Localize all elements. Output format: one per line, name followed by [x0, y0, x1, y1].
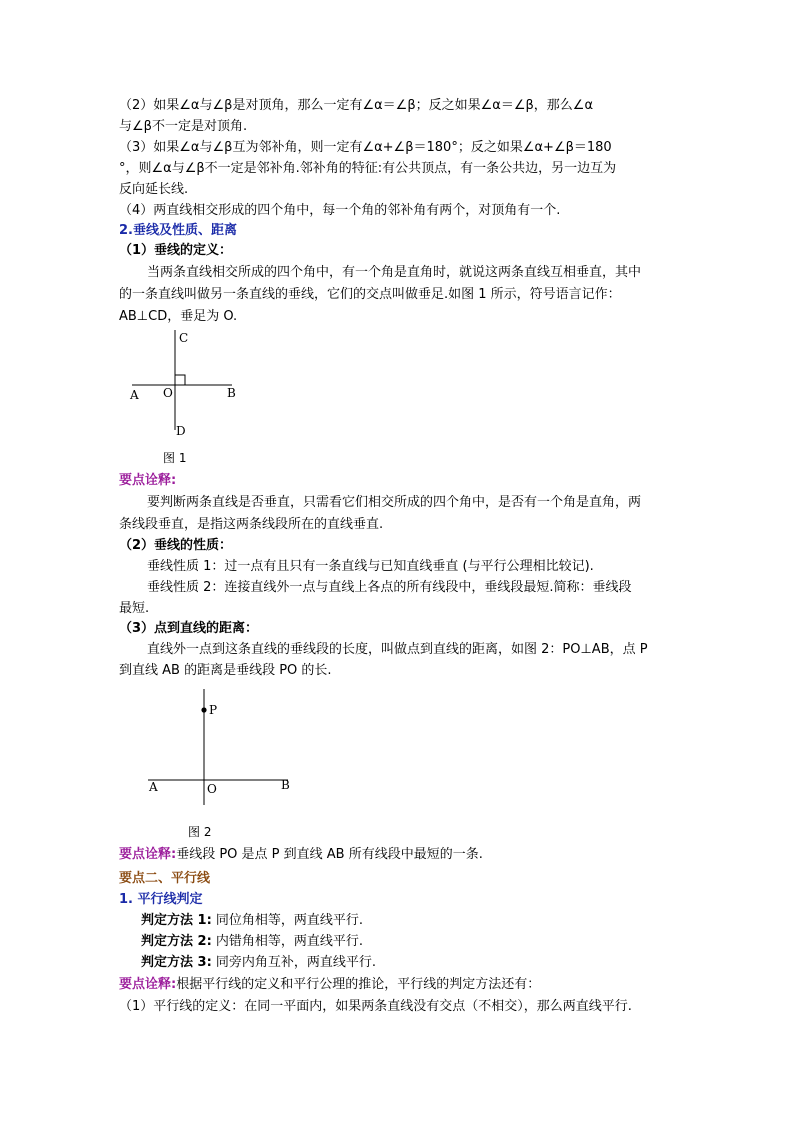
- paragraph-line: （2）如果∠α与∠β是对顶角，那么一定有∠α＝∠β；反之如果∠α＝∠β，那么∠α: [119, 98, 594, 113]
- paragraph-line: 当两条直线相交所成的四个角中，有一个角是直角时，就说这两条直线互相垂直，其中: [147, 265, 642, 280]
- point-p: [201, 707, 206, 712]
- paragraph-line: 与∠β不一定是对顶角.: [119, 119, 248, 134]
- criterion-line: [141, 954, 701, 972]
- key-note-label: 要点诠释:: [119, 977, 177, 992]
- label-o: O: [163, 386, 173, 400]
- paragraph-line: （3）如果∠α与∠β互为邻补角，则一定有∠α+∠β＝180°；反之如果∠α+∠β＝180: [119, 140, 612, 155]
- key-note-text: 根据平行线的定义和平行公理的推论，平行线的判定方法还有：: [176, 977, 541, 992]
- paragraph-line: °，则∠α与∠β不一定是邻补角.邻补角的特征:有公共顶点，有一条公共边，另一边互为: [119, 161, 617, 176]
- paragraph-line: 垂线性质 2：连接直线外一点与直线上各点的所有线段中，垂线段最短.简称：垂线段: [147, 580, 632, 595]
- key-note-label: 要点诠释:: [119, 847, 177, 862]
- figure-1-caption: 图 1: [163, 451, 187, 465]
- paragraph-line: （4）两直线相交形成的四个角中，每一个角的邻补角有两个，对顶角有一个.: [119, 203, 561, 218]
- subsection-heading: （1）垂线的定义：: [119, 243, 233, 258]
- label-c: C: [179, 331, 189, 345]
- label-p: P: [209, 703, 218, 717]
- key-note-label: 要点诠释:: [119, 473, 177, 488]
- paragraph-line: 直线外一点到这条直线的垂线段的长度，叫做点到直线的距离，如图 2：PO⊥AB，点 P: [147, 642, 648, 657]
- figure-2: [140, 685, 300, 815]
- criterion-line: [141, 912, 701, 930]
- criterion-text: 同位角相等，两直线平行.: [215, 913, 364, 928]
- label-b: B: [281, 778, 290, 792]
- paragraph-line: （1）平行线的定义：在同一平面内，如果两条直线没有交点（不相交），那么两直线平行.: [119, 999, 632, 1014]
- label-o: O: [207, 782, 217, 796]
- label-a: A: [149, 780, 158, 794]
- key-note-line: [119, 976, 679, 994]
- paragraph-line: 的一条直线叫做另一条直线的垂线，它们的交点叫做垂足.如图 1 所示，符号语言记作：: [119, 287, 621, 302]
- paragraph-line: 要判断两条直线是否垂直，只需看它们相交所成的四个角中，是否有一个角是直角，两: [147, 495, 642, 510]
- subsection-heading: （3）点到直线的距离：: [119, 621, 259, 636]
- criterion-text: 内错角相等，两直线平行.: [215, 934, 364, 949]
- right-angle-mark: [175, 375, 185, 385]
- criterion-label: 判定方法 3:: [141, 955, 212, 970]
- paragraph-line: 最短.: [119, 601, 150, 616]
- paragraph-line: 垂线性质 1：过一点有且只有一条直线与已知直线垂直 (与平行公理相比较记).: [147, 559, 594, 574]
- paragraph-line: AB⊥CD，垂足为 O.: [119, 309, 238, 324]
- label-b: B: [227, 386, 236, 400]
- label-a: A: [130, 388, 139, 402]
- key-note-line: [119, 846, 679, 864]
- subsection-heading: （2）垂线的性质：: [119, 538, 233, 553]
- section-heading: 1. 平行线判定: [119, 892, 203, 907]
- paragraph-line: 条线段垂直，是指这两条线段所在的直线垂直.: [119, 517, 384, 532]
- figure-2-caption: 图 2: [188, 825, 212, 839]
- key-note-text: 垂线段 PO 是点 P 到直线 AB 所有线段中最短的一条.: [176, 847, 483, 862]
- criterion-label: 判定方法 1:: [141, 913, 212, 928]
- criterion-text: 同旁内角互补，两直线平行.: [215, 955, 377, 970]
- section-heading: 要点二、平行线: [119, 871, 211, 886]
- section-heading: 2.垂线及性质、距离: [119, 223, 237, 238]
- label-d: D: [176, 424, 186, 438]
- criterion-label: 判定方法 2:: [141, 934, 212, 949]
- paragraph-line: 反向延长线.: [119, 182, 189, 197]
- criterion-line: [141, 933, 701, 951]
- paragraph-line: 到直线 AB 的距离是垂线段 PO 的长.: [119, 663, 332, 678]
